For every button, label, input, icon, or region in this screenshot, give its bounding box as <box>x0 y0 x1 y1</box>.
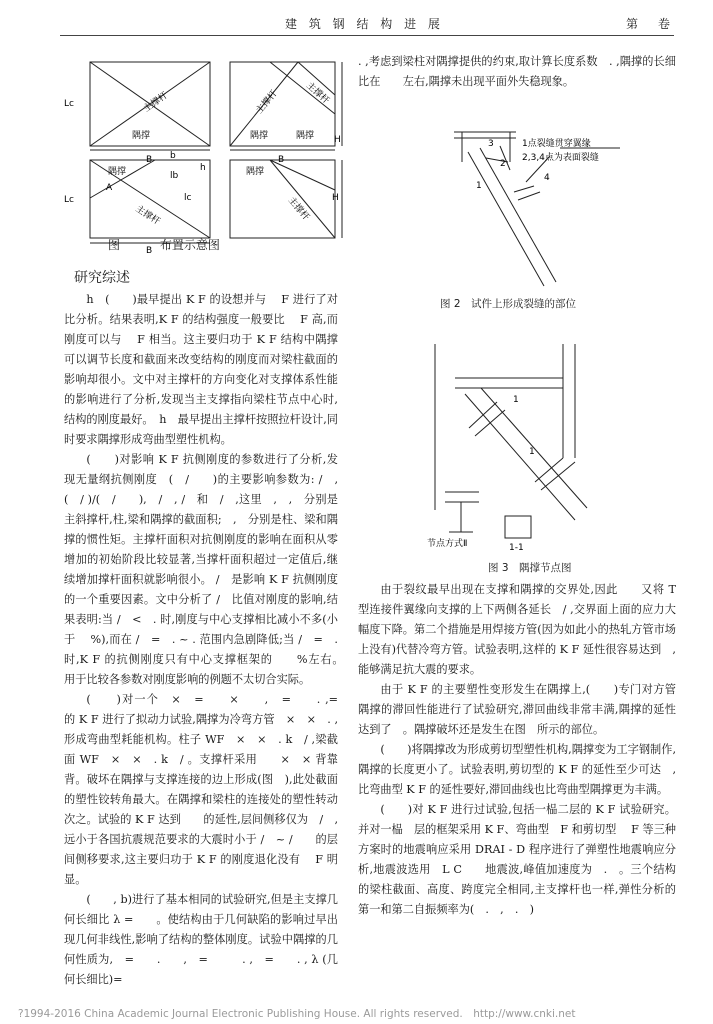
left-paragraph-4: ( , b)进行了基本相同的试验研究,但是主支撑几何长细比 λ = 。使结构由于几何缺陷的影响过早出现几何非线性,影响了结构的整体刚度。试验中隅撑的几何性质为, = . , = . , = . , λ (几何长细比)= <box>64 893 338 986</box>
figure-3-link-joint-diagram <box>425 338 613 558</box>
fig1-label-B-2: B <box>278 155 285 165</box>
figure-1-layout-diagram <box>60 50 350 255</box>
section-heading: 研究综述 <box>74 270 130 286</box>
left-column <box>64 268 372 990</box>
fig1-label-brace-2: 主撑杆 <box>254 88 280 116</box>
fig1-label-H-1: H <box>334 135 341 145</box>
fig1-label-h: h <box>200 163 206 173</box>
left-paragraph-2: ( )对影响 K F 抗侧刚度的参数进行了分析,发现无量纲抗侧刚度 ( / )的主要影响参数为: / , ( / )/( / ), / , / 和 / ,这里 , , 分别是主斜撑杆,柱,梁和隅撑的截面积; , 分别是柱、梁和隅撑的惯性矩。主撑杆面积对抗侧刚度的影响在面积从零增加的初始阶段比较显著,当撑杆面积超过一定值后,继续增加撑杆面积就影响很小。 / 是影响 K F 抗侧刚度的一个重要因素。文中分析了 / 比值对刚度的影响,结果表明:当 / < . 时,刚度与中心支撑相比减小不多(小于 %),而在 / = . ~ . 范围内急剧降低;当 / = . 时,K F 的抗侧刚度只有中心支撑框架的 %左右。 用于比较各参数对刚度影响的例题不太切合实际。 <box>64 453 361 686</box>
fig1-label-lc: lc <box>184 193 192 203</box>
figure-2-crack-diagram <box>440 118 650 288</box>
right-paragraph-1: 由于裂纹最早出现在支撑和隅撑的交界处,因此 又将 T 型连接件翼缘向支撑的上下两侧各延长 / ,交界面上面的应力大幅度下降。第二个措施是用焊接方管(因为如此小的热轧方管市场上没有)代替冷弯方管。试验表明,这样的 K F 延性很容易达到 ,能够满足抗大震的要求。 <box>358 583 676 676</box>
fig1-label-lb: lb <box>170 171 179 181</box>
fig1-label-brace-3: 主撑杆 <box>303 80 331 107</box>
right-paragraph-continuation: . ,考虑到梁柱对隅撑提供的约束,取计算长度系数 . ,隅撑的长细比在 左右,隅撑未出现平面外失稳现象。 <box>358 55 676 88</box>
fig1-label-link-5: 隅撑 <box>246 167 265 177</box>
fig1-label-B-1: B <box>146 155 153 165</box>
fig1-label-link-2: 隅撑 <box>250 131 269 141</box>
fig1-label-brace-4: 主撑杆 <box>133 204 162 228</box>
copyright-footer: ?1994-2016 China Academic Journal Electronic Publishing House. All rights reserved. http://www.cnki.net <box>18 1008 576 1020</box>
fig2-point-3: 3 <box>488 139 494 149</box>
fig2-note-1: 1点裂缝贯穿翼缘 <box>522 139 591 149</box>
volume-label: 第 卷 <box>625 17 674 31</box>
right-paragraph-4: ( )对 K F 进行过试验,包括一榀二层的 K F 试验研究。并对一榀 层的框架采用 K F、弯曲型 F 和剪切型 F 等三种方案时的地震响应采用 DRAI - D 程序进行了弹塑性地震响应分析,地震波选用 L C 地震波,峰值加速度为 . 。三个结构的梁柱截面、高度、跨度完全相同,主支撑杆也一样,弹性分析的第一和第二自振频率为( . , . ) <box>358 803 676 916</box>
right-paragraph-3: ( )将隅撑改为形成剪切型塑性机构,隅撑变为工字钢制作,隅撑的长度更小了。试验表明,剪切型的 K F 的延性至少可达 ,比弯曲型 K F 的延性要好,滞回曲线也比弯曲型隅撑更为丰满。 <box>358 743 676 796</box>
fig3-section-label: 1-1 <box>509 543 524 553</box>
figure-1-title: 布置示意图 <box>159 238 220 252</box>
fig1-label-brace-5: 主撑杆 <box>285 195 311 223</box>
fig1-label-b: b <box>170 151 176 161</box>
fig3-tag-2: 1 <box>529 447 535 457</box>
fig1-label-link-4: 隅撑 <box>108 167 127 177</box>
fig2-note-2: 2,3,4点为表面裂缝 <box>522 153 599 163</box>
fig1-label-B-3: B <box>146 246 153 255</box>
fig1-label-brace-1: 主撑杆 <box>141 90 170 115</box>
figure-2-caption: 图 2 试件上形成裂缝的部位 <box>440 298 577 310</box>
fig1-label-H-2: H <box>332 193 339 203</box>
fig1-label-Lc-top: Lc <box>64 99 74 109</box>
fig1-label-A: A <box>106 183 113 193</box>
fig3-tag-1: 1 <box>513 395 519 405</box>
right-column-bottom <box>358 580 676 920</box>
fig3-detail-label: 节点方式Ⅱ <box>427 539 468 549</box>
fig1-label-Lc-bottom: Lc <box>64 195 74 205</box>
figure-3-caption: 图 3 隅撑节点图 <box>488 562 572 574</box>
right-column-top <box>358 52 676 92</box>
left-paragraph-3: ( )对一个 × = × , = . ,= 的 K F 进行了拟动力试验,隅撑为冷弯方管 × × . ,形成弯曲型耗能机构。柱子 WF × × . k / ,梁截面 WF × × . k / 。支撑杆采用 × × 背靠背。破坏在隅撑与支撑连接的边上形成(图 ),此处截面的塑性铰转角最大。在隅撑和梁柱的连接处的塑性转动次之。试验的 K F 达到 的延性,层间侧移仅为 / ,远小于各国抗震规范要求的大震时小于 / ~ / 的层间侧移要求,这主要归功于 K F 的刚度退化没有 F 明显。 <box>64 693 372 886</box>
fig1-label-link-1: 隅撑 <box>132 131 151 141</box>
fig1-label-link-3: 隅撑 <box>296 131 315 141</box>
left-paragraph-1: h ( )最早提出 K F 的设想并与 F 进行了对比分析。结果表明,K F 的结构强度一般要比 F 高,而刚度可以与 F 相当。这主要归功于 K F 结构中隅撑可以调节长度和截面来改变结构的刚度而对梁柱截面的影响却很小。文中对主撑杆的方向变化对支撑体系性能的影响进行了分析,发现当主支撑指向梁柱节点中心时,结构的刚度最好。 h 最早提出主撑杆按照拉杆设计,同时要求隅撑形成弯曲型塑性机构。 <box>64 293 338 446</box>
fig2-point-1: 1 <box>476 181 482 191</box>
right-paragraph-2: 由于 K F 的主要塑性变形发生在隅撑上,( )专门对方管隅撑的滞回性能进行了试验研究,滞回曲线非常丰满,隅撑的延性达到了 。隅撑破坏还是发生在图 所示的部位。 <box>358 683 676 736</box>
figure-1-number: 图 <box>108 238 121 252</box>
running-header <box>60 13 674 36</box>
fig2-point-2: 2 <box>500 159 506 169</box>
journal-title: 建 筑 钢 结 构 进 展 <box>285 17 444 31</box>
fig2-point-4: 4 <box>544 173 550 183</box>
figure-1-caption <box>108 236 220 253</box>
